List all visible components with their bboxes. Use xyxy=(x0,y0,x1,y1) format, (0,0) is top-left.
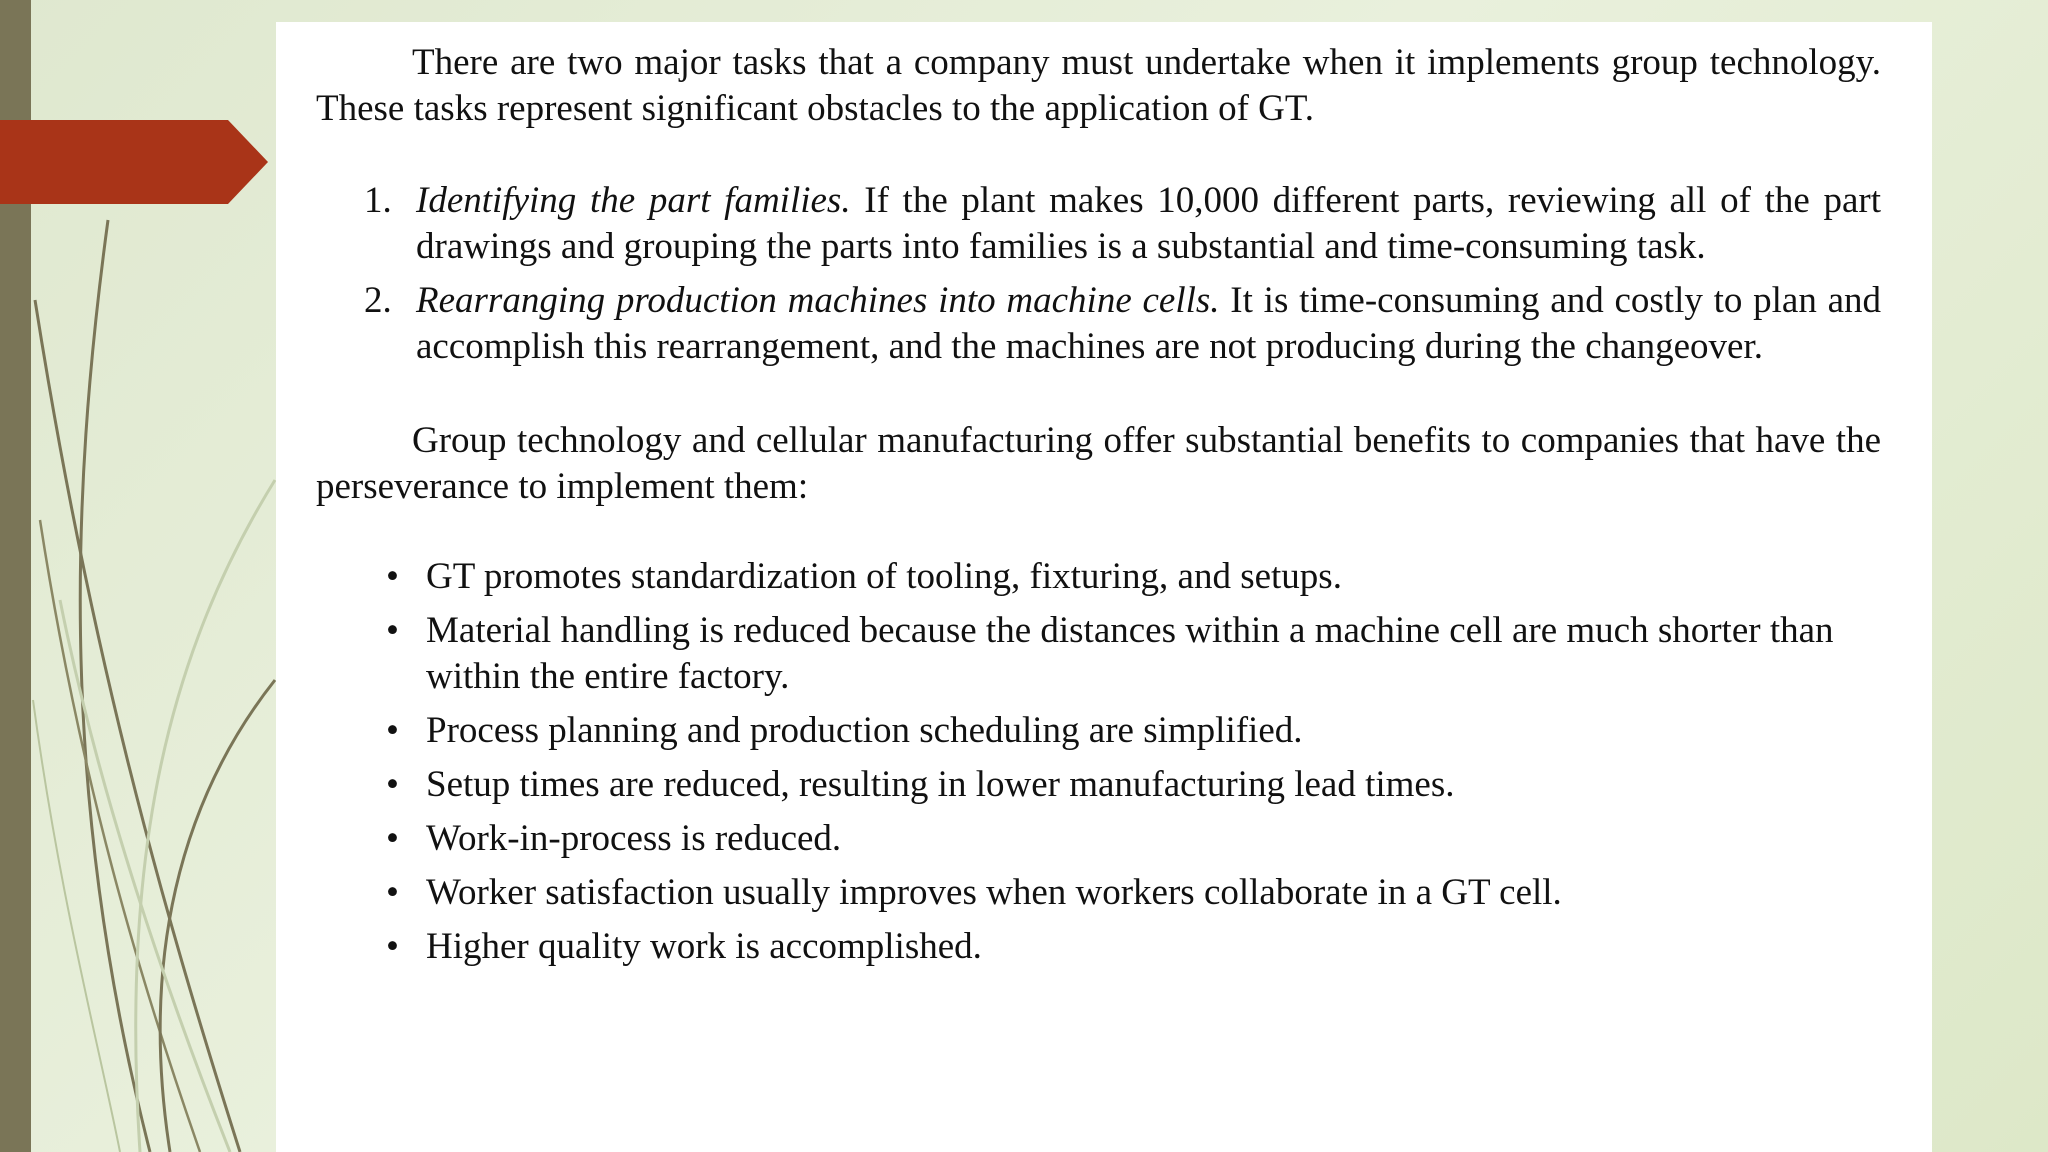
benefit-item xyxy=(316,870,1881,916)
bullet-icon: • xyxy=(386,872,399,913)
benefit-text: Material handling is reduced because the distances within a machine cell are much shorter than within the entire factory. xyxy=(426,610,1834,697)
arrow-tab-shape xyxy=(0,120,268,204)
task-text: If the plant makes 10,000 different parts, reviewing all of the part drawings and grouping the parts into families is a substantial and time-consuming task. xyxy=(416,180,1881,267)
bullet-icon: • xyxy=(386,818,399,859)
benefit-text: Work-in-process is reduced. xyxy=(426,818,842,859)
task-item xyxy=(316,178,1881,270)
benefit-item xyxy=(316,708,1881,754)
benefit-text: Process planning and production scheduling are simplified. xyxy=(426,710,1303,751)
bullet-icon: • xyxy=(386,610,399,651)
benefit-text: Worker satisfaction usually improves when workers collaborate in a GT cell. xyxy=(426,872,1562,913)
benefit-item xyxy=(316,608,1881,700)
benefit-item xyxy=(316,554,1881,600)
task-number: 1. xyxy=(364,180,392,221)
task-lead: Identifying the part families. xyxy=(416,180,851,221)
benefits-intro-paragraph: Group technology and cellular manufacturing offer substantial benefits to companies that have the perseverance to implement them: xyxy=(316,420,1881,507)
benefits-list xyxy=(316,554,1881,970)
task-item xyxy=(316,278,1881,370)
task-number: 2. xyxy=(364,280,392,321)
bullet-icon: • xyxy=(386,710,399,751)
task-text: It is time-consuming and costly to plan and accomplish this rearrangement, and the machines are not producing during the changeover. xyxy=(416,280,1882,367)
benefit-text: GT promotes standardization of tooling, fixturing, and setups. xyxy=(426,556,1342,597)
document-body xyxy=(316,40,1881,978)
scanned-document-page xyxy=(276,22,1932,1152)
tasks-list xyxy=(316,178,1881,370)
intro-paragraph: There are two major tasks that a company must undertake when it implements group technology. These tasks represent significant obstacles to the application of GT. xyxy=(316,42,1881,129)
bullet-icon: • xyxy=(386,556,399,597)
benefit-item xyxy=(316,762,1881,808)
bullet-icon: • xyxy=(386,764,399,805)
benefit-item xyxy=(316,816,1881,862)
task-lead: Rearranging production machines into machine cells. xyxy=(416,280,1220,321)
benefit-text: Setup times are reduced, resulting in lower manufacturing lead times. xyxy=(426,764,1455,805)
benefit-item xyxy=(316,924,1881,970)
bullet-icon: • xyxy=(386,926,399,967)
benefit-text: Higher quality work is accomplished. xyxy=(426,926,982,967)
